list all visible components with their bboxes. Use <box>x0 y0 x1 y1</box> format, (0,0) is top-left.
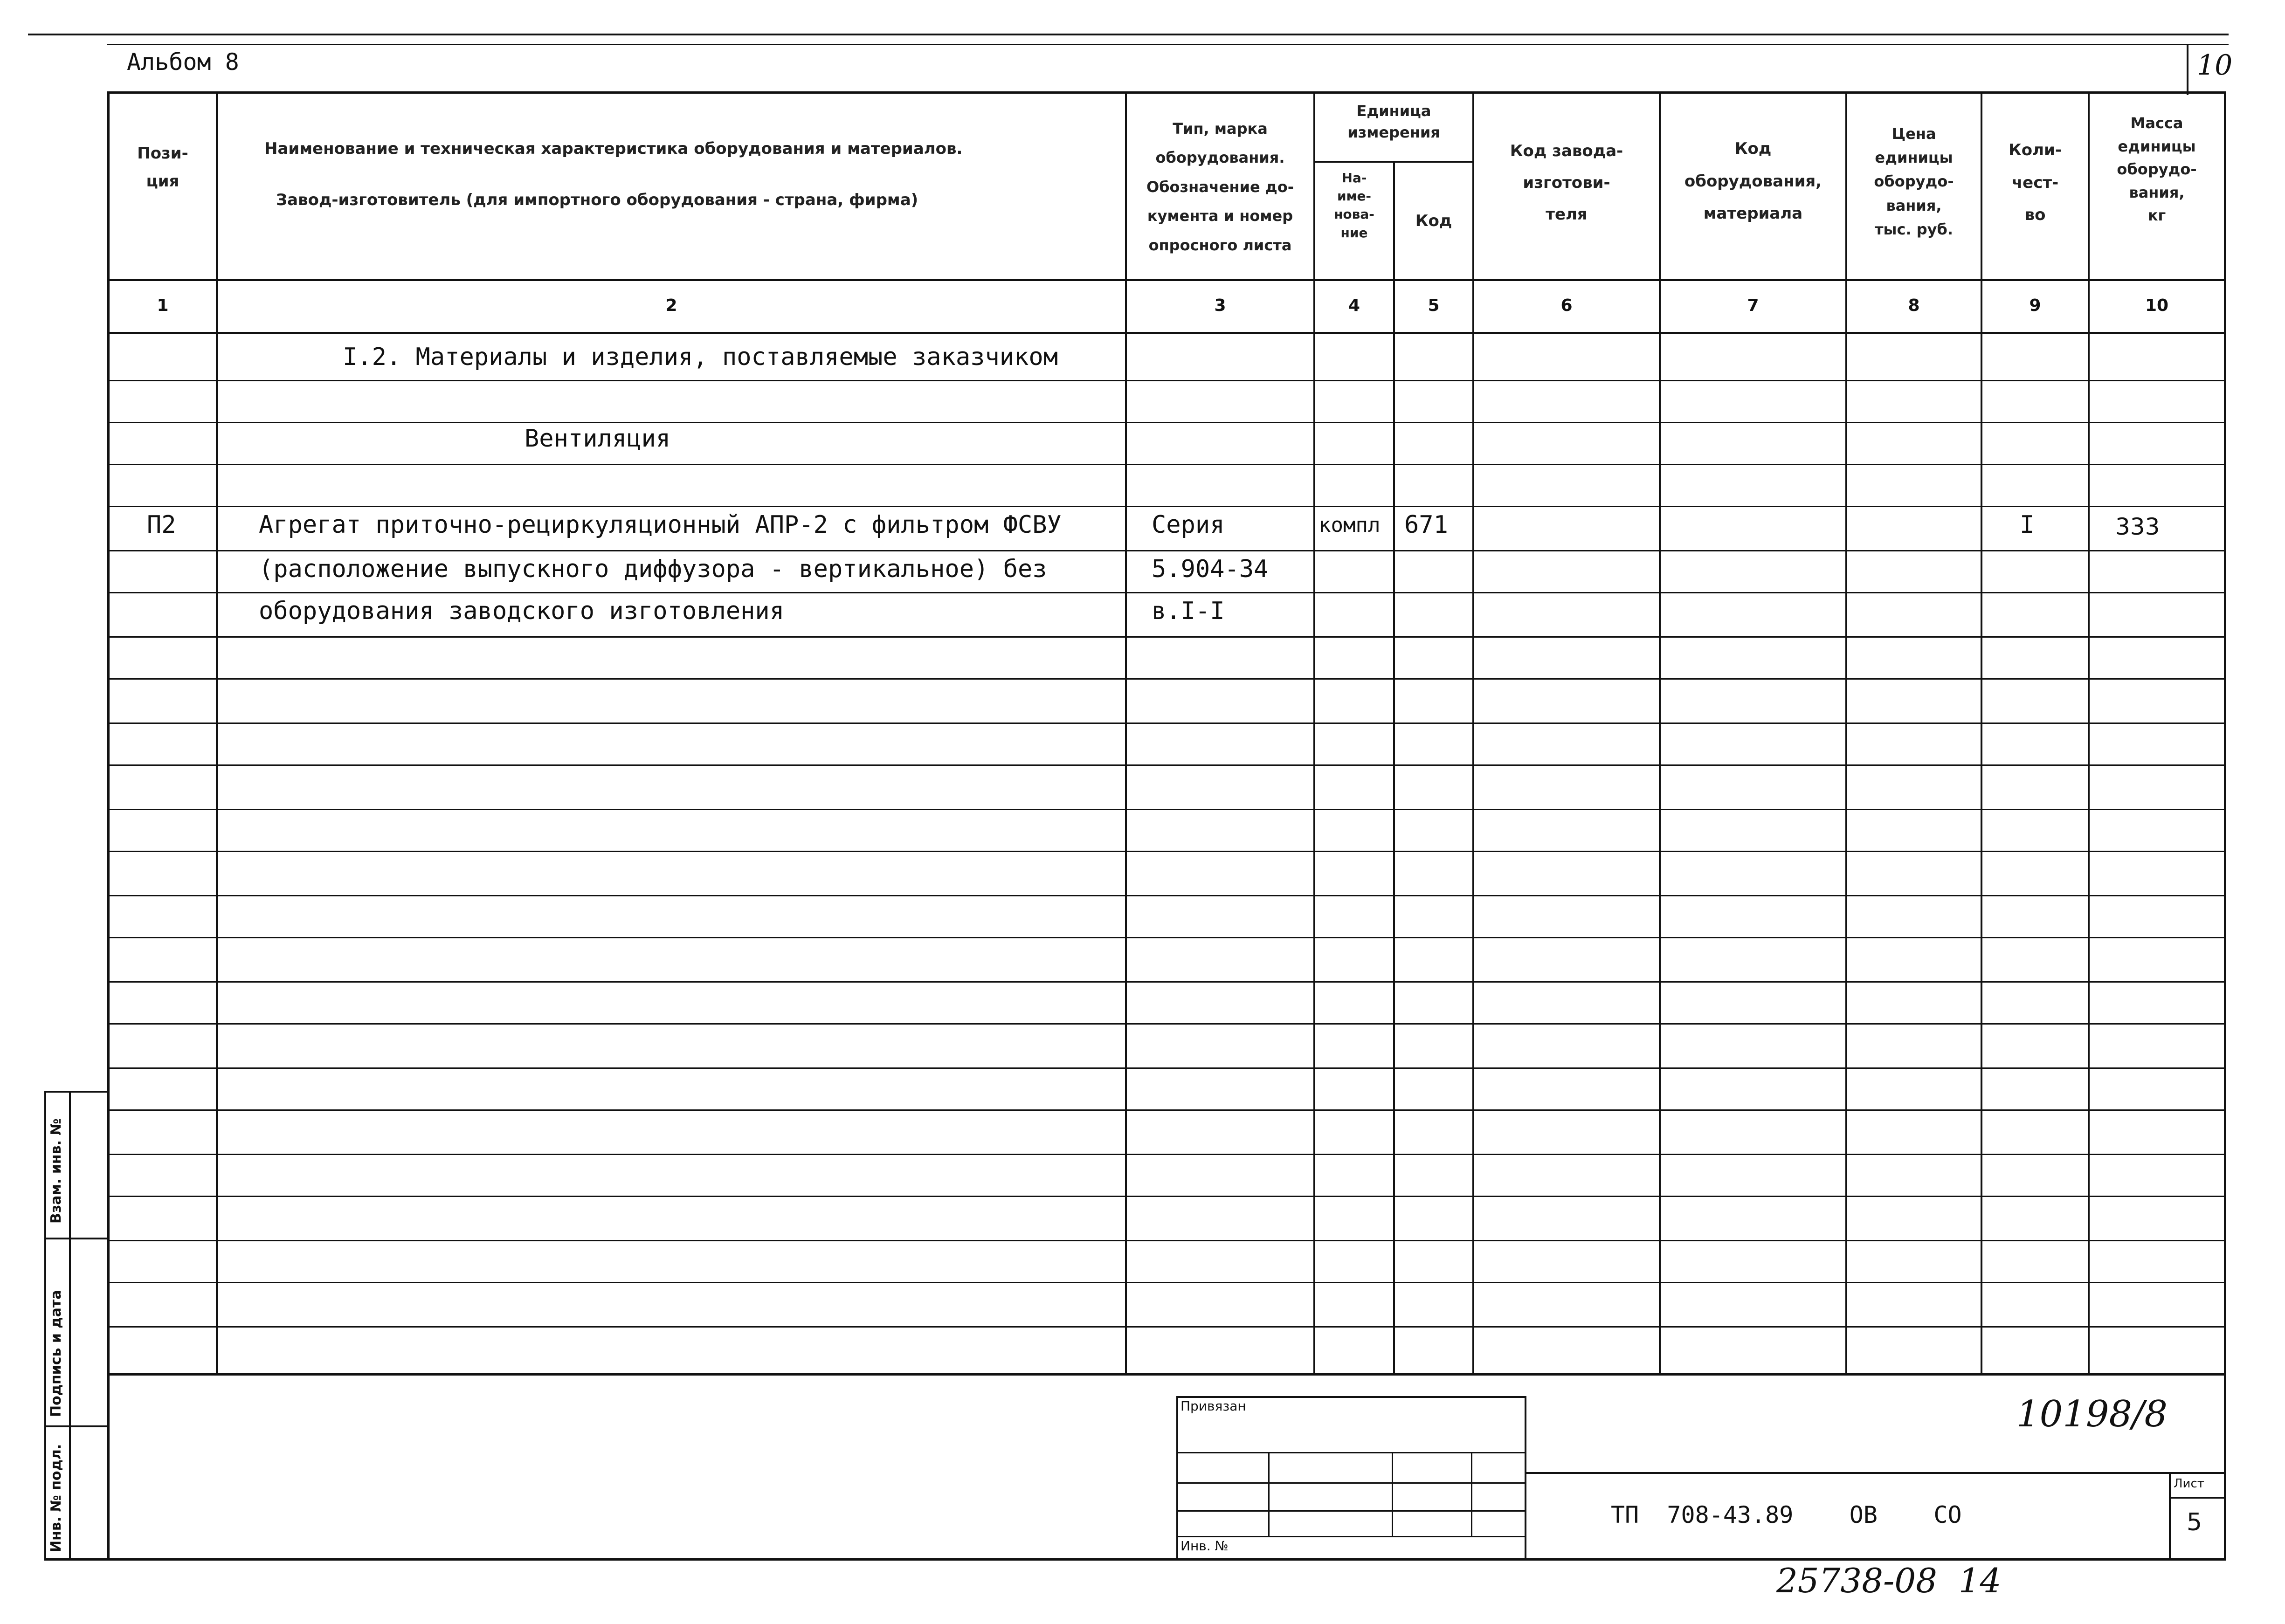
item-type-line2: 5.904-34 <box>1152 555 1269 583</box>
header-name-line2: Завод-изготовитель (для импортного оборудования - страна, фирма) <box>276 191 918 209</box>
column-number-9: 9 <box>2029 296 2041 315</box>
stamp-inv-no: Инв. № <box>1180 1538 1229 1554</box>
column-number-7: 7 <box>1747 296 1759 315</box>
stamp-doc-code: ТП 708-43.89 ОВ СО <box>1611 1501 1962 1528</box>
column-number-3: 3 <box>1214 296 1226 315</box>
column-number-10: 10 <box>2145 296 2169 315</box>
column-number-5: 5 <box>1428 296 1440 315</box>
column-number-8: 8 <box>1908 296 1920 315</box>
bottom-archive-number: 25738-08 14 <box>1776 1561 2002 1600</box>
side-label-vzam: Взам. инв. № <box>48 1118 64 1224</box>
header-equipment-code: Код оборудования, материала <box>1684 139 1822 223</box>
header-unit-name: На- име- нова- ние <box>1334 170 1374 241</box>
stamp-list-label: Лист <box>2174 1477 2204 1491</box>
item-name-line2: (расположение выпускного диффузора - вертикальное) без <box>259 555 1047 583</box>
item-quantity: I <box>2020 511 2035 539</box>
column-number-2: 2 <box>665 296 677 315</box>
column-number-1: 1 <box>157 296 169 315</box>
header-position: Пози- ция <box>137 144 188 191</box>
stamp-privyazan: Привязан <box>1180 1398 1246 1414</box>
column-number-4: 4 <box>1348 296 1360 315</box>
item-position: П2 <box>147 511 176 539</box>
corner-sheet-number: 10 <box>2197 49 2233 82</box>
album-label: Альбом 8 <box>127 48 239 76</box>
item-name-line1: Агрегат приточно-рециркуляционный АПР-2 с фильтром ФСВУ <box>259 511 1062 539</box>
header-mass: Масса единицы оборудо- вания, кг <box>2117 114 2197 225</box>
subsection-title: Вентиляция <box>525 425 671 453</box>
item-type-line1: Серия <box>1152 511 1225 539</box>
header-manufacturer-code: Код завода- изготови- теля <box>1510 142 1623 224</box>
handwritten-code: 10198/8 <box>2016 1393 2168 1435</box>
item-unit-code: 671 <box>1404 511 1448 539</box>
side-label-podpis: Подпись и дата <box>48 1290 64 1417</box>
header-name-line1: Наименование и техническая характеристика оборудования и материалов. <box>264 139 963 158</box>
section-title: I.2. Материалы и изделия, поставляемые заказчиком <box>343 343 1058 371</box>
item-name-line3: оборудования заводского изготовления <box>259 597 785 625</box>
item-mass: 333 <box>2115 513 2160 540</box>
header-unit: Единица измерения <box>1347 102 1440 142</box>
header-price: Цена единицы оборудо- вания, тыс. руб. <box>1874 125 1954 238</box>
stamp-list-number: 5 <box>2187 1508 2202 1536</box>
header-type: Тип, марка оборудования. Обозначение до- кумента и номер опросного листа <box>1146 120 1294 254</box>
column-number-6: 6 <box>1560 296 1573 315</box>
side-label-inv: Инв. № подл. <box>48 1444 64 1552</box>
header-quantity: Коли- чест- во <box>2009 141 2062 225</box>
item-unit-name: компл <box>1319 513 1381 537</box>
item-type-line3: в.I-I <box>1152 597 1225 625</box>
header-unit-code: Код <box>1415 212 1452 230</box>
